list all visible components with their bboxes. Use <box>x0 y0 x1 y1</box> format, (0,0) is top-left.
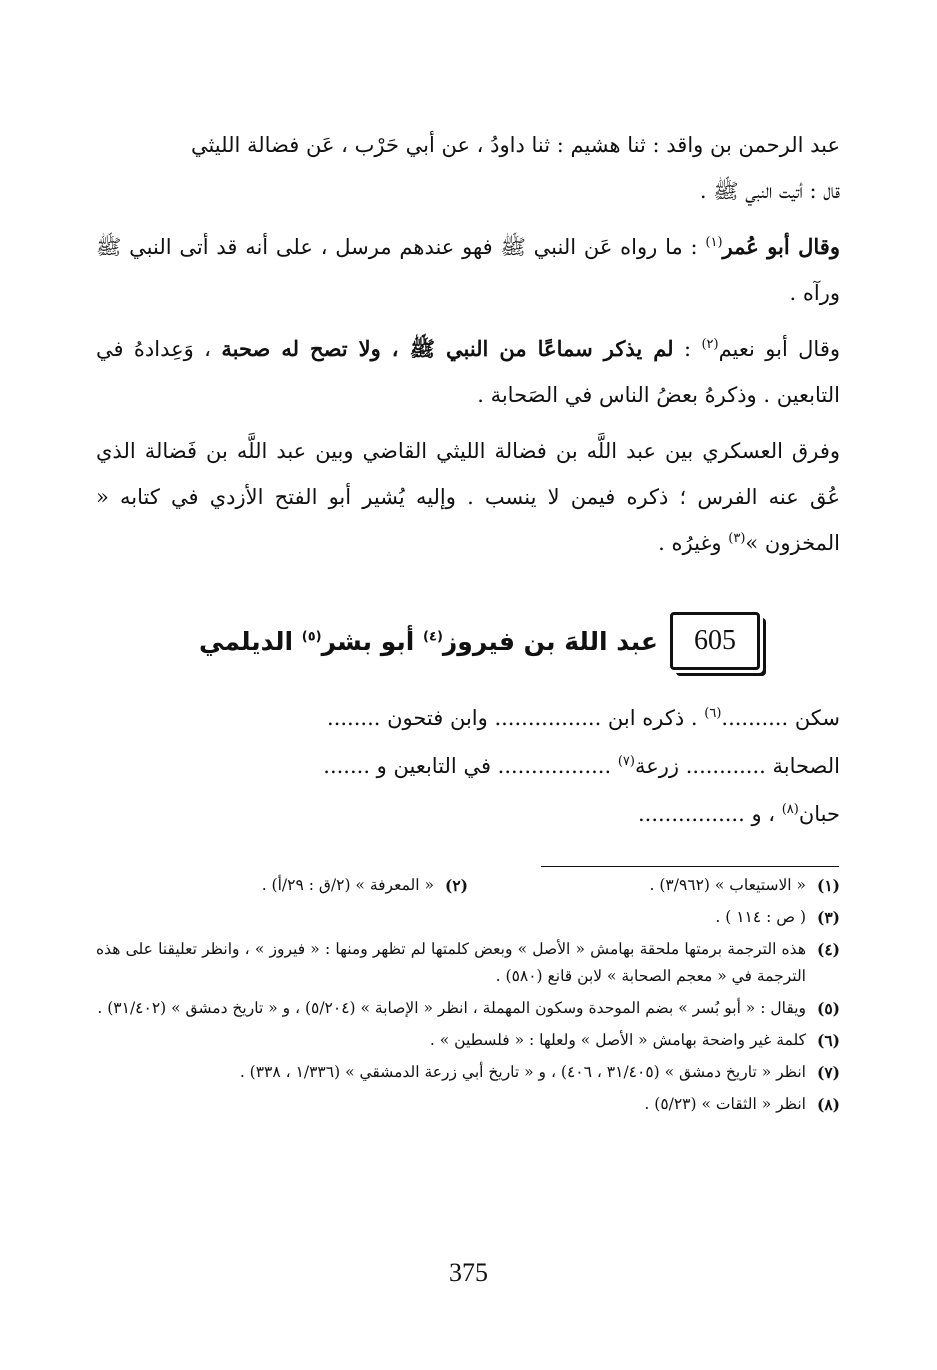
footnote-number: (٦) <box>816 1031 840 1050</box>
main-text <box>96 122 840 576</box>
footnote-text: « المعرفة » (٢/ق : ٢٩/أ) . <box>261 876 434 894</box>
footnote-text: « الاستيعاب » (٣/٩٦٢) . <box>649 876 806 894</box>
footnote-6 <box>96 1027 840 1054</box>
text-line <box>96 694 840 742</box>
footnote-7 <box>96 1059 840 1086</box>
entry-number-box: 605 <box>670 612 760 670</box>
paragraph-body: ، وَعِدادهُ في التابعين . وذكرهُ بعضُ الناس في الصَحابة . <box>96 337 840 407</box>
entry-name-part: عبد اللهَ بن فيروز <box>442 626 658 656</box>
entry-nisba: الديلمي <box>199 626 302 656</box>
footnote-3 <box>96 904 840 931</box>
footnote-number: (٨) <box>816 1095 840 1114</box>
text-fragment: . ذكره ابن ................ وابن فتحون ........ <box>327 706 705 730</box>
footnote-row-1-2 <box>96 872 840 899</box>
footnote-separator <box>541 866 839 867</box>
footnote-ref-3[interactable]: (٣) <box>728 531 746 546</box>
text-line: عبد الرحمن بن واقد : ثنا هشيم : ثنا داودُ ، عن أبي حَرْب ، عَن فضالة الليثي <box>190 133 840 157</box>
footnote-ref-6[interactable]: (٦) <box>704 706 722 721</box>
paragraph-text <box>96 326 840 418</box>
incomplete-entry-text <box>96 694 840 838</box>
entry-title <box>199 627 658 656</box>
colon: : <box>673 337 702 361</box>
footnote-8 <box>96 1091 840 1118</box>
text-line: قال : أتيت النبي ﷺ . <box>699 179 840 203</box>
footnote-number: (١) <box>816 876 840 895</box>
footnote-number: (٣) <box>816 908 840 927</box>
entry-heading <box>180 606 760 676</box>
paragraph-abu-umar <box>96 224 840 316</box>
footnote-number: (٥) <box>816 999 840 1018</box>
footnote-ref-4[interactable]: (٤) <box>423 629 443 645</box>
footnote-4 <box>96 936 840 990</box>
footnote-ref-7[interactable]: (٧) <box>617 754 635 769</box>
text-line <box>96 790 840 838</box>
footnotes <box>96 872 840 1123</box>
paragraph-askari <box>96 428 840 566</box>
quoted-author: وقال أبو نعيم <box>718 337 840 361</box>
footnote-2 <box>96 872 468 899</box>
footnote-number: (٢) <box>444 876 468 895</box>
entry-kunya: أبو بشر <box>321 626 424 656</box>
paragraph-text <box>96 224 840 316</box>
footnote-number: (٧) <box>816 1063 840 1082</box>
paragraph-text <box>96 428 840 566</box>
paragraph-body: : ما رواه عَن النبي ﷺ فهو عندهم مرسل ، على أنه قد أتى النبي ﷺ ورآه . <box>96 235 840 305</box>
footnote-text: كلمة غير واضحة بهامش « الأصل » ولعلها : « فلسطين » . <box>429 1031 806 1049</box>
footnote-text: هذه الترجمة برمتها ملحقة بهامش « الأصل » وبعض كلمتها لم تظهر ومنها : « فيروز » ، وانظر تعليقنا على هذه الترجمة في « معجم الصحابة » لابن قانع (٥٨٠) . <box>96 940 806 985</box>
paragraph-isnad <box>96 122 840 214</box>
text-fragment: حبان <box>798 802 840 826</box>
footnote-ref-1[interactable]: (١) <box>705 235 723 250</box>
text-fragment: ، و ................ <box>637 802 782 826</box>
paragraph-abu-nuaym <box>96 326 840 418</box>
footnote-text: ( ص : ١١٤ ) . <box>715 908 806 926</box>
footnote-ref-5[interactable]: (٥) <box>301 629 322 645</box>
bold-quote: لم يذكر سماعًا من النبي ﷺ ، ولا تصح له صحبة <box>221 336 674 361</box>
text-fragment: ................. في التابعين و ....... <box>323 754 618 778</box>
footnote-1 <box>468 872 840 899</box>
footnote-ref-8[interactable]: (٨) <box>781 802 799 817</box>
footnote-text: انظر « الثقات » (٥/٢٣) . <box>644 1095 806 1113</box>
text-line <box>96 742 840 790</box>
footnote-ref-2[interactable]: (٢) <box>701 337 719 352</box>
page-number: 375 <box>449 1258 488 1287</box>
text-fragment: سكن .......... <box>721 706 840 730</box>
text-fragment: الصحابة ............ زرعة <box>634 754 840 778</box>
footnote-text: انظر « تاريخ دمشق » (٣١/٤٠٥ ، ٤٠٦) ، و « تاريخ أبي زرعة الدمشقي » (١/٣٣٦ ، ٣٣٨) . <box>239 1063 806 1081</box>
footnote-number: (٤) <box>816 940 840 959</box>
footnote-5 <box>96 995 840 1022</box>
paragraph-body: وفرق العسكري بين عبد اللَّه بن فضالة الليثي القاضي وبين عبد اللَّه بن فَضالة الذي عُق عنه الفرس ؛ ذكره فيمن لا ينسب . وإليه يُشير أبو الفتح الأزدي في كتابه « المخزون » <box>96 439 840 555</box>
paragraph-end: وغيرُه . <box>658 531 729 555</box>
footnote-text: ويقال : « أبو بُسر » بضم الموحدة وسكون المهملة ، انظر « الإصابة » (٥/٢٠٤) ، و « تاريخ دمشق » (٣١/٤٠٢) . <box>97 999 806 1017</box>
quoted-author: وقال أبو عُمر <box>722 234 840 259</box>
